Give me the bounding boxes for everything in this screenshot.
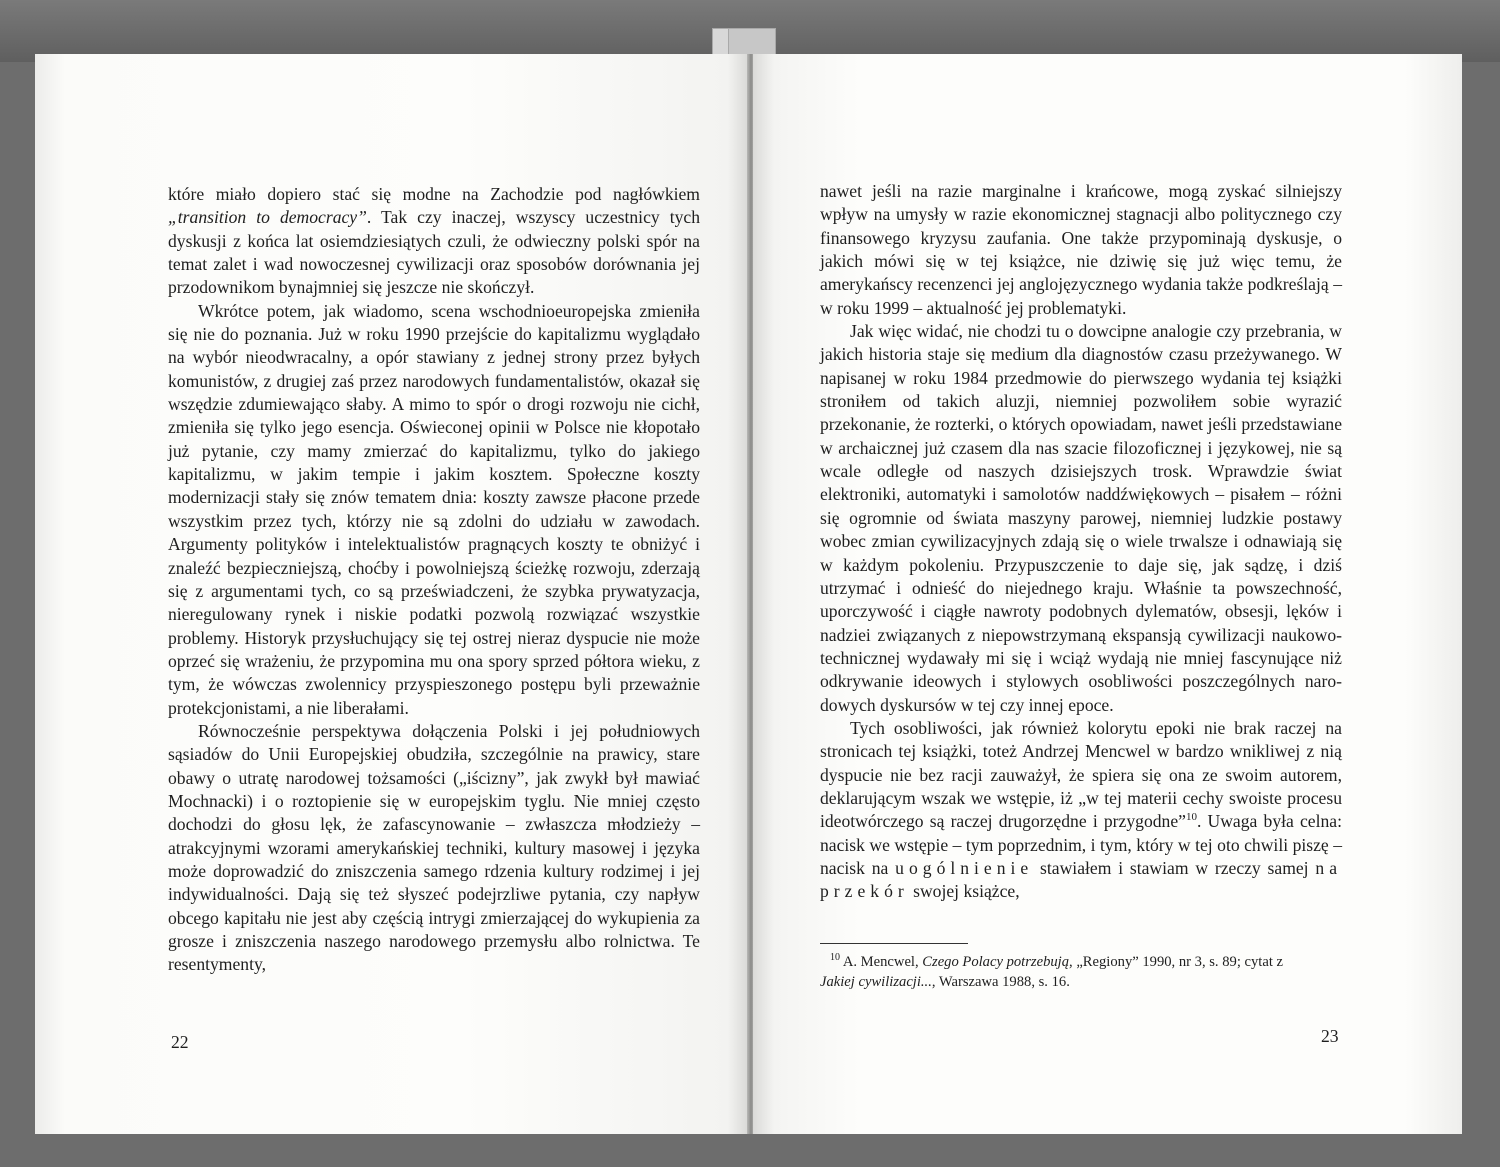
paragraph: Równocześnie perspektywa dołączenia Polski i jej południowych sąsiadów do Unii Europejskiej obudziła, szczególnie na prawicy, stare obawy o utratę narodowej tożsamości („iścizny”, jak zwykł był mawiać Mochnacki) i o roztopienie się w europejskim tyglu. Nie mniej często dochodzi do głosu lęk, że zafascynowanie – zwłaszcza młodzieży – atrakcyjnymi wzorami amerykańskiej techniki, kultury masowej i języka może doprowadzić do zniszczenia samego rdzenia kultury rodzimej i jej indywidualności. Dają się też słyszeć podejrzliwe pytania, czy napływ obcego kapitału nie jest aby częścią intrygi zmierzającej do wykupienia za grosze i zniszczenia naszego narodowego przemysłu albo rolnictwa. Te resentymenty, — [168, 720, 700, 975]
paragraph: które miało dopiero stać się modne na Zachodzie pod nagłówkiem „transition to democracy”. Tak czy inaczej, wszyscy uczestnicy tych dyskusji z końca lat osiemdziesiątych czuli, że odwieczny polski spór na temat zalet i wad nowoczesnej cywilizacji oraz sposobów dorównania jej przodownikom bynajmniej się jeszcze nie skończył. — [168, 184, 700, 298]
footnote-number: 10 — [830, 952, 840, 963]
footnote-separator — [820, 943, 968, 944]
paragraph: Tych osobliwości, jak również kolorytu epoki nie brak raczej na stronicach tej książki, toteż Andrzej Mencwel w bardzo wnikliwej z nią dyspucie nie bez racji zauważył, że spiera się ona ze swoim autorem, deklarującym wszak we wstępie, iż „w tej materii cechy swoiste procesu ideotwórczego są raczej drugorzędne i przygodne”$^{10}$. Uwaga była celna: nacisk we wstępie – tym poprzednim, i tym, który w tej oto chwili piszę – nacisk na uogólnienie stawiałem i stawiam w rzeczy samej na przekór swojej książce, — [820, 717, 1342, 902]
paragraph: nawet jeśli na razie marginalne i krańcowe, mogą zyskać silniejszy wpływ na umysły w razie ekonomicznej stagnacji albo politycznego czy finansowego kryzysu zaufania. One także przypominają dyskusje, o jakich mówi się w tej książce, nie dziwię się już więc temu, że amerykańscy recenzenci jej anglojęzycznego wydania także podkreślają – w roku 1999 – aktualność jej problematyki. — [820, 181, 1342, 318]
footnote — [820, 948, 1320, 993]
footnote-reference: 10 — [1185, 811, 1197, 824]
spaced-emphasis: na przekór — [820, 857, 1342, 902]
left-page-body — [168, 183, 700, 977]
italic-text: „transition to democracy” — [168, 207, 367, 228]
page-number: 23 — [1321, 1026, 1339, 1046]
paragraph: Jak więc widać, nie chodzi tu o dowcipne analogie czy przebrania, w jakich historia staje się medium dla diagnostów czasu przeżywanego. W napisanej w roku 1984 przedmowie do pierwszego wydania tej książki stroniłem od takich aluzji, niemniej pozwoliłem sobie wyrazić przekonanie, że rozterki, o których opowiadam, nawet jeśli przedstawiane w archaicznej już czasem dla nas szacie filozoficznej i językowej, nie są wcale odległe od naszych dzisiejszych trosk. Wprawdzie świat elektroniki, automatyki i samolotów naddźwiękowych – pisałem – różni się ogromnie od świata maszyny parowej, niemniej ludzkie postawy wobec zmian cywilizacyjnych zdają się o wiele trwalsze i odnawiają się w każdym pokoleniu. Przypuszczenie to daje się, jak sądzę, i dziś utrzymać i odnieść do niejednego kraju. Właśnie ta powszechność, uporczywość i ciągłe nawroty podobnych dylematów, obsesji, lęków i nadziei związanych z niepowstrzymaną ekspansją cywilizacji naukowo-technicznej wydawały mi się i wciąż wydają nie mniej fascynujące niż odkrywanie ideowych i stylowych osobliwości poszczególnych narodowych dyskursów w tej czy innej epoce. — [820, 321, 1342, 715]
page-number: 22 — [171, 1032, 189, 1052]
paragraph: Wkrótce potem, jak wiadomo, scena wschodnioeuropejska zmieniła się nie do poznania. Już w roku 1990 przejście do kapitalizmu wyglądało na wybór nieodwracalny, a opór stawiany z jednej strony przez byłych komunistów, z drugiej zaś przez narodowych fundamentalistów, okazał się wszędzie zdumiewająco słaby. A mimo to spór o drogi rozwoju nie cichł, zmieniła się tylko jego esencja. Oświeconej opinii w Polsce nie kłopotało już pytanie, czy mamy zmierzać do kapitalizmu, tylko do jakiego kapitalizmu, w jakim tempie i jakim kosztem. Społeczne koszty modernizacji stały się znów tematem dnia: koszty zawsze płacone przede wszystkim przez tych, którzy nie są zdolni do udziału w zawodach. Argumenty polityków i intelektualistów pragnących koszty te obniżyć i znaleźć bezpieczniejszą, choćby i powolniejszą ścieżkę rozwoju, zderzają się z argumentami tych, co są przeświadczeni, że szybka prywatyzacja, nieregulowany rynek i niskie podatki pozwolą rozwiązać wszystkie problemy. Historyk przysłuchujący się tej ostrej nieraz dyspucie nie może oprzeć się wrażeniu, że przypomina mu ona spory sprzed półtora wieku, z tym, że wówczas zwolennicy przyspieszonego postępu byli przeważnie protekcjonistami, a nie liberałami. — [168, 300, 700, 718]
right-page — [753, 54, 1462, 1134]
italic-text: Jakiej cywilizacji... — [820, 974, 932, 991]
italic-text: Czego Polacy potrzebują — [922, 953, 1070, 970]
left-page — [35, 54, 749, 1134]
footnote-text: A. Mencwel, Czego Polacy potrzebują, „Regiony” 1990, nr 3, s. 89; cytat z Jakiej cywilizacji..., Warszawa 1988, s. 16. — [820, 953, 1284, 991]
right-page-body — [820, 180, 1342, 904]
spaced-emphasis: uogólnienie — [895, 857, 1034, 878]
